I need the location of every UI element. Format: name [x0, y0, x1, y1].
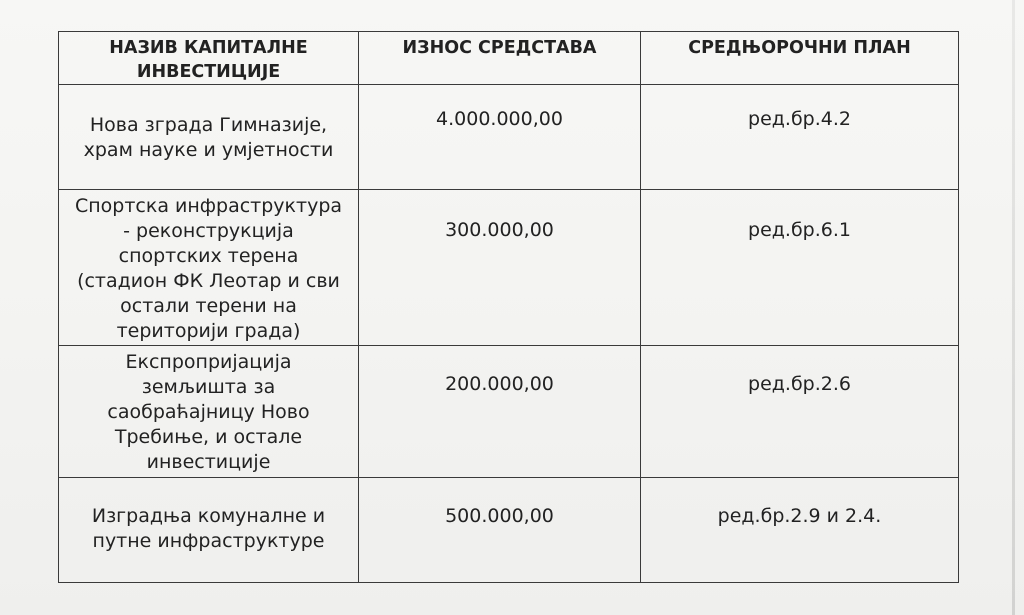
investment-table-container [58, 31, 958, 582]
plan-cell [641, 85, 959, 190]
table-header-row [59, 32, 959, 85]
amount-cell [359, 346, 641, 478]
plan-reference: ред.бр.2.6 [748, 373, 851, 395]
amount-value: 200.000,00 [445, 373, 554, 395]
header-amount [359, 32, 641, 85]
header-investment-name-text: НАЗИВ КАПИТАЛНЕ ИНВЕСТИЦИЈЕ [109, 38, 308, 82]
investment-name: Експропријација земљишта за саобраћајницу Ново Требиње, и остале инвестиције [107, 351, 310, 473]
investment-name-cell [59, 478, 359, 583]
plan-reference: ред.бр.2.9 и 2.4. [717, 505, 882, 527]
amount-cell [359, 478, 641, 583]
header-amount-text: ИЗНОС СРЕДСТАВА [402, 38, 597, 58]
plan-cell [641, 478, 959, 583]
amount-cell [359, 190, 641, 346]
plan-reference: ред.бр.4.2 [748, 108, 851, 130]
table-row [59, 85, 959, 190]
table-row [59, 346, 959, 478]
table-row [59, 478, 959, 583]
amount-value: 500.000,00 [445, 505, 554, 527]
plan-reference: ред.бр.6.1 [748, 219, 851, 241]
amount-cell [359, 85, 641, 190]
capital-investment-table [58, 31, 959, 583]
investment-name-cell [59, 85, 359, 190]
scan-edge-shadow [1012, 0, 1015, 615]
amount-value: 300.000,00 [445, 219, 554, 241]
header-midterm-plan-text: СРЕДЊОРОЧНИ ПЛАН [688, 38, 911, 58]
investment-name: Нова зграда Гимназије, храм науке и умјетности [83, 114, 334, 161]
header-midterm-plan [641, 32, 959, 85]
header-investment-name [59, 32, 359, 85]
plan-cell [641, 346, 959, 478]
investment-name-cell [59, 190, 359, 346]
plan-cell [641, 190, 959, 346]
investment-name: Спортска инфраструктура - реконструкција спортских терена (стадион ФК Леотар и сви остали терени на територији града) [74, 195, 343, 342]
investment-name-cell [59, 346, 359, 478]
table-row [59, 190, 959, 346]
investment-name: Изградња комуналне и путне инфраструктуре [91, 505, 326, 552]
amount-value: 4.000.000,00 [436, 108, 563, 130]
